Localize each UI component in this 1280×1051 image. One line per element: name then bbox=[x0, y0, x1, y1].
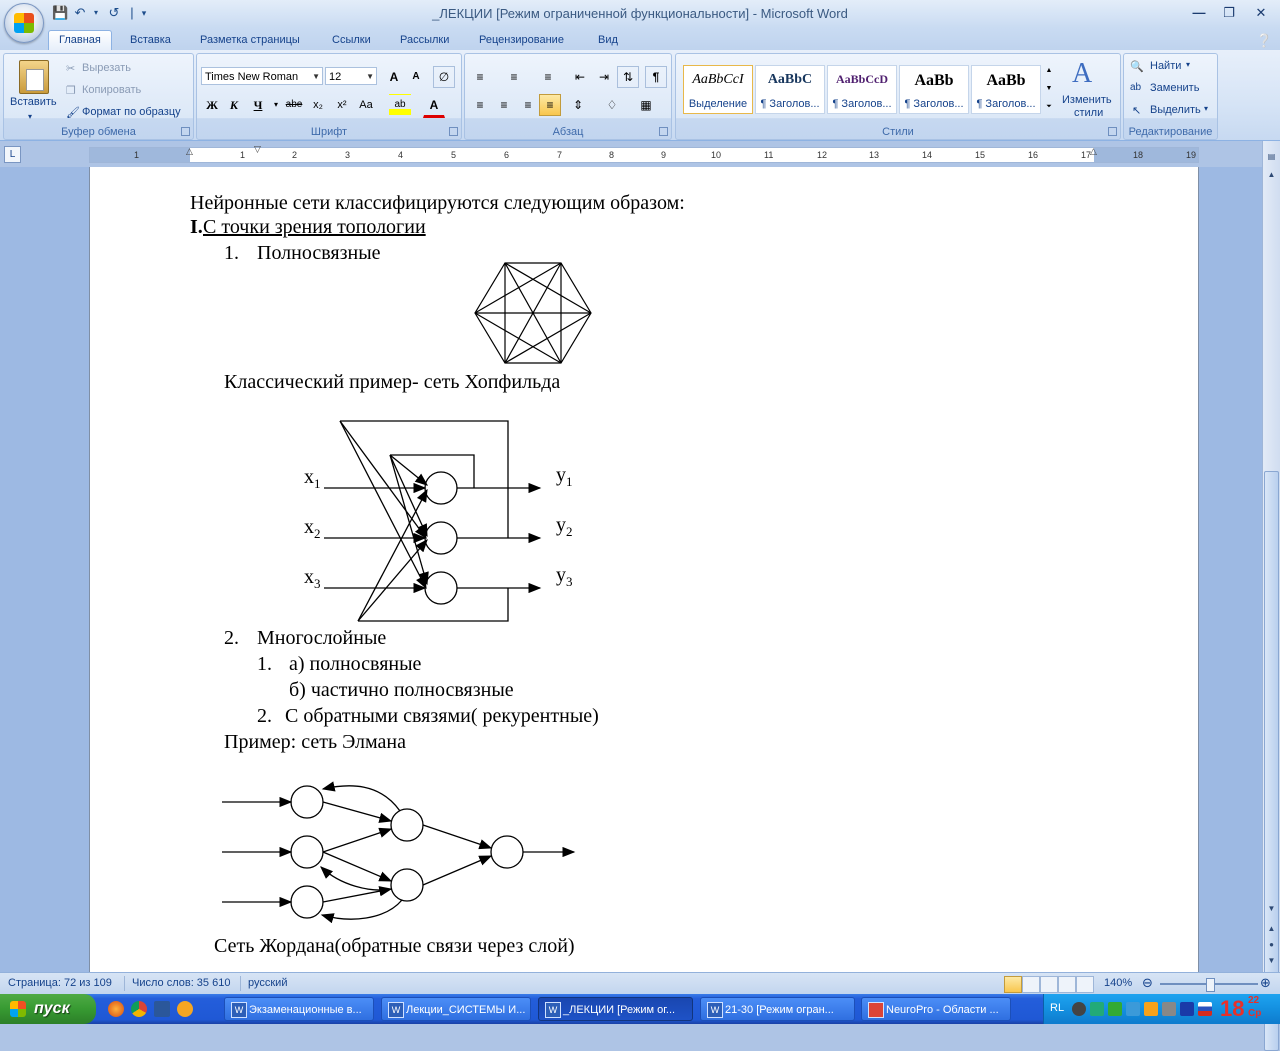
italic-button[interactable]: К bbox=[229, 98, 239, 112]
scroll-up-icon[interactable]: ▲ bbox=[1267, 170, 1276, 179]
ruler-tick: 18 bbox=[1133, 150, 1144, 160]
clipboard-launcher-icon[interactable] bbox=[181, 127, 190, 136]
office-logo-icon bbox=[14, 13, 34, 33]
styles-launcher-icon[interactable] bbox=[1108, 127, 1117, 136]
clipboard-group bbox=[3, 53, 194, 140]
bold-button[interactable]: Ж bbox=[206, 98, 218, 112]
jordan-network-diagram bbox=[220, 775, 580, 925]
select-button[interactable]: Выделить bbox=[1150, 104, 1201, 116]
taskbar-item-label: _ЛЕКЦИИ [Режим ог... bbox=[563, 1004, 676, 1016]
doc-sub-a: а) полносвяные bbox=[289, 653, 422, 675]
paste-dropdown-icon[interactable]: ▾ bbox=[28, 112, 33, 121]
page-counter[interactable]: Страница: 72 из 109 bbox=[8, 977, 112, 989]
style-sample: AaBbCcD bbox=[835, 72, 888, 86]
status-bar bbox=[0, 972, 1280, 995]
chevron-down-icon: ▼ bbox=[366, 72, 374, 81]
list-num: 2. bbox=[257, 705, 272, 727]
ruler-tick: 5 bbox=[451, 150, 457, 160]
svg-text:y1 bbox=[556, 464, 573, 489]
ruler-tick: 4 bbox=[398, 150, 404, 160]
ruler-tick: 15 bbox=[975, 150, 986, 160]
ruler-bar bbox=[0, 141, 1280, 167]
window-title: _ЛЕКЦИИ [Режим ограниченной функциональности] - Microsoft Word bbox=[432, 6, 848, 21]
full-screen-view-icon[interactable] bbox=[1022, 976, 1040, 993]
paste-icon[interactable] bbox=[19, 60, 49, 94]
web-layout-view-icon[interactable] bbox=[1040, 976, 1058, 993]
tab-insert[interactable]: Вставка bbox=[130, 34, 171, 46]
bullets-icon[interactable]: ≡ bbox=[476, 70, 484, 84]
svg-text:x2 bbox=[304, 516, 321, 541]
hopfield-diagram bbox=[472, 261, 594, 367]
doc-line-intro: Нейронные сети классифицируются следующим образом: bbox=[190, 192, 685, 214]
output-label-y1: y bbox=[556, 464, 566, 486]
style-name: ¶ Заголов... bbox=[832, 98, 892, 110]
taskbar-item-label: 21-30 [Режим огран... bbox=[725, 1004, 834, 1016]
style-emphasis[interactable] bbox=[683, 65, 753, 114]
ruler-tick: 1 bbox=[134, 150, 140, 160]
style-name: Выделение bbox=[688, 98, 748, 110]
ruler-toggle-icon[interactable]: ▤ bbox=[1267, 152, 1276, 161]
style-heading1[interactable] bbox=[755, 65, 825, 114]
minimize-button[interactable]: — bbox=[1192, 5, 1206, 20]
list-num: 1. bbox=[224, 242, 239, 264]
help-icon[interactable]: ❔ bbox=[1256, 33, 1273, 48]
styles-scroll-up-icon[interactable]: ▲ bbox=[1045, 67, 1053, 74]
ruler-tick: 14 bbox=[922, 150, 933, 160]
taskbar-item[interactable] bbox=[224, 997, 374, 1021]
font-size-value: 12 bbox=[329, 71, 342, 83]
customize-qat-icon[interactable]: ▾ bbox=[141, 8, 147, 18]
input-sub-2: 2 bbox=[314, 526, 321, 541]
zoom-slider-thumb[interactable] bbox=[1206, 978, 1215, 992]
start-label: пуск bbox=[34, 1000, 70, 1017]
doc-sub-b: б) частично полносвязные bbox=[289, 679, 514, 701]
style-sample: AaBb bbox=[914, 72, 954, 89]
vertical-scrollbar[interactable] bbox=[1262, 141, 1280, 972]
recurrent-network-diagram bbox=[290, 417, 590, 627]
windows-taskbar bbox=[0, 994, 1280, 1024]
styles-more-icon[interactable]: ⏷ bbox=[1046, 103, 1052, 110]
title-bar bbox=[0, 0, 1280, 29]
word-doc-icon: W bbox=[545, 1002, 561, 1018]
taskbar-item-label: NeuroPro - Области ... bbox=[886, 1004, 999, 1016]
find-dropdown-icon[interactable]: ▾ bbox=[1186, 60, 1191, 69]
show-marks-button[interactable]: ¶ bbox=[645, 66, 667, 88]
document-page[interactable] bbox=[89, 167, 1199, 972]
styles-group-label: Стили bbox=[882, 126, 914, 138]
doc-item-multilayer: Многослойные bbox=[257, 627, 387, 649]
clipboard-group-label: Буфер обмена bbox=[61, 126, 136, 138]
ruler-tick: 10 bbox=[711, 150, 722, 160]
undo-icon[interactable]: ↶ bbox=[74, 5, 86, 20]
output-label-y3: y bbox=[556, 564, 566, 586]
font-name-value: Times New Roman bbox=[205, 71, 299, 83]
zoom-out-icon[interactable]: ⊖ bbox=[1142, 975, 1153, 990]
word-doc-icon: W bbox=[388, 1002, 404, 1018]
doc-sub-recurrent: С обратными связями( рекурентные) bbox=[285, 705, 599, 727]
font-size-combo[interactable] bbox=[325, 67, 377, 85]
windows-logo-icon bbox=[10, 1001, 26, 1017]
paragraph-launcher-icon[interactable] bbox=[659, 127, 668, 136]
word-icon[interactable] bbox=[154, 1001, 170, 1017]
find-icon: 🔍 bbox=[1130, 61, 1144, 73]
tray-app-icon[interactable] bbox=[1126, 1002, 1140, 1016]
restore-button[interactable]: ❐ bbox=[1223, 5, 1235, 20]
select-dropdown-icon[interactable]: ▾ bbox=[1204, 104, 1209, 113]
tab-home[interactable]: Главная bbox=[48, 30, 112, 50]
change-styles-button[interactable]: Изменить bbox=[1062, 94, 1112, 106]
align-center-icon[interactable]: ≡ bbox=[500, 98, 508, 112]
cut-icon: ✂ bbox=[66, 63, 76, 75]
tab-selector[interactable]: L bbox=[4, 146, 21, 163]
save-icon[interactable]: 💾 bbox=[52, 5, 69, 20]
ruler-tick: 2 bbox=[292, 150, 298, 160]
keyboard-language[interactable]: RL bbox=[1050, 1002, 1065, 1014]
tab-mailings[interactable]: Рассылки bbox=[400, 34, 450, 46]
left-indent-marker-icon[interactable]: △ bbox=[186, 146, 193, 156]
style-sample: AaBbCcI bbox=[692, 72, 744, 87]
find-button[interactable]: Найти bbox=[1150, 60, 1182, 72]
ribbon-tabs bbox=[0, 28, 1280, 50]
multilevel-list-icon[interactable]: ≡ bbox=[544, 70, 552, 84]
output-label-y2: y bbox=[556, 514, 566, 536]
ruler-tick: 3 bbox=[345, 150, 351, 160]
font-launcher-icon[interactable] bbox=[449, 127, 458, 136]
ruler-tick: 7 bbox=[557, 150, 563, 160]
word-doc-icon: W bbox=[707, 1002, 723, 1018]
input-sub-1: 1 bbox=[314, 476, 321, 491]
replace-button[interactable]: Заменить bbox=[1150, 82, 1200, 94]
underline-button[interactable]: Ч bbox=[253, 98, 263, 112]
output-sub-1: 1 bbox=[566, 474, 573, 489]
style-name: ¶ Заголов... bbox=[976, 98, 1036, 110]
tab-view[interactable]: Вид bbox=[598, 34, 618, 46]
language-indicator[interactable]: русский bbox=[248, 977, 288, 989]
network-icon[interactable] bbox=[1090, 1002, 1104, 1016]
replace-icon: ab bbox=[1130, 82, 1142, 93]
strikethrough-button[interactable]: abe bbox=[285, 99, 303, 110]
style-name: ¶ Заголов... bbox=[904, 98, 964, 110]
word-count[interactable]: Число слов: 35 610 bbox=[132, 977, 231, 989]
ruler-tick: 9 bbox=[661, 150, 667, 160]
decrease-indent-icon[interactable]: ⇤ bbox=[574, 70, 586, 84]
ruler-left-margin bbox=[90, 148, 190, 162]
ruler-tick: 8 bbox=[609, 150, 615, 160]
clock-minutes[interactable]: 22 bbox=[1248, 995, 1260, 1006]
zoom-level[interactable]: 140% bbox=[1104, 977, 1133, 989]
format-painter-icon: 🖌 bbox=[66, 107, 80, 119]
firefox-icon[interactable] bbox=[108, 1001, 124, 1017]
change-styles-button-line2[interactable]: стили bbox=[1074, 107, 1104, 119]
change-case-button[interactable]: Aa bbox=[359, 99, 373, 111]
tray-app-icon[interactable] bbox=[1072, 1002, 1086, 1016]
tab-review[interactable]: Рецензирование bbox=[479, 34, 564, 46]
justify-icon[interactable]: ≡ bbox=[539, 94, 561, 116]
paragraph-group-label: Абзац bbox=[552, 126, 584, 138]
select-icon: ↖ bbox=[1132, 105, 1142, 117]
redo-icon[interactable]: ↺ bbox=[108, 5, 120, 20]
style-heading4[interactable] bbox=[971, 65, 1041, 114]
document-canvas bbox=[0, 167, 1262, 972]
taskbar-item[interactable] bbox=[700, 997, 855, 1021]
numbering-icon[interactable]: ≡ bbox=[510, 70, 518, 84]
align-right-icon[interactable]: ≡ bbox=[524, 98, 532, 112]
copy-icon: ❐ bbox=[66, 85, 76, 97]
chrome-icon bbox=[868, 1002, 884, 1018]
ruler-tick: 1 bbox=[240, 150, 246, 160]
tray-app-icon[interactable] bbox=[1144, 1002, 1158, 1016]
borders-icon[interactable]: ▦ bbox=[640, 98, 652, 112]
taskbar-item[interactable] bbox=[861, 997, 1011, 1021]
clear-format-icon[interactable]: ∅ bbox=[433, 66, 455, 88]
font-group-label: Шрифт bbox=[310, 126, 348, 138]
taskbar-item-label: Экзаменационные в... bbox=[249, 1004, 362, 1016]
grow-font-button[interactable]: A bbox=[389, 70, 399, 84]
ruler-tick: 19 bbox=[1186, 150, 1197, 160]
shrink-font-button[interactable]: A bbox=[412, 71, 420, 82]
svg-text:y3 bbox=[556, 564, 573, 589]
outline-view-icon[interactable] bbox=[1058, 976, 1076, 993]
format-painter-button[interactable]: Формат по образцу bbox=[82, 106, 181, 118]
svg-text:x1 bbox=[304, 466, 321, 491]
ruler-tick: 17 bbox=[1081, 150, 1092, 160]
ruler-tick: 11 bbox=[764, 150, 774, 160]
taskbar-item[interactable] bbox=[538, 997, 693, 1021]
chevron-down-icon: ▼ bbox=[312, 72, 320, 81]
chrome-icon[interactable] bbox=[131, 1001, 147, 1017]
tab-references[interactable]: Ссылки bbox=[332, 34, 371, 46]
ruler-tick: 16 bbox=[1028, 150, 1039, 160]
tray-app-icon[interactable] bbox=[1162, 1002, 1176, 1016]
style-heading3[interactable] bbox=[899, 65, 969, 114]
style-name: ¶ Заголов... bbox=[760, 98, 820, 110]
svg-text:x3 bbox=[304, 566, 321, 591]
style-heading2[interactable] bbox=[827, 65, 897, 114]
change-styles-icon: A bbox=[1072, 58, 1093, 89]
line-spacing-icon[interactable]: ⇕ bbox=[572, 98, 584, 112]
clock-day: Ср bbox=[1248, 1008, 1262, 1019]
doc-item-fully-connected: Полносвязные bbox=[257, 242, 381, 264]
doc-heading-topology: С точки зрения топологии bbox=[203, 216, 426, 238]
input-label-x2: x bbox=[304, 516, 314, 538]
scroll-down-icon[interactable]: ▼ bbox=[1267, 904, 1276, 913]
start-button[interactable] bbox=[0, 994, 96, 1024]
highlight-button[interactable]: ab bbox=[389, 94, 411, 116]
sort-icon[interactable]: ⇅ bbox=[617, 66, 639, 88]
first-line-indent-icon[interactable]: ▽ bbox=[254, 144, 261, 154]
print-layout-view-icon[interactable] bbox=[1004, 976, 1022, 993]
copy-button[interactable]: Копировать bbox=[82, 84, 142, 96]
qat-sep-icon: | bbox=[130, 5, 134, 20]
superscript-button[interactable]: x² bbox=[337, 99, 347, 111]
svg-text:y2 bbox=[556, 514, 573, 539]
output-sub-3: 3 bbox=[566, 574, 573, 589]
previous-page-icon[interactable]: ▲ bbox=[1267, 924, 1276, 933]
browse-object-icon[interactable]: ● bbox=[1269, 940, 1274, 949]
ruler-tick: 13 bbox=[869, 150, 880, 160]
ruler-right-margin bbox=[1094, 148, 1198, 162]
styles-scroll-down-icon[interactable]: ▼ bbox=[1045, 85, 1053, 92]
input-label-x1: x bbox=[304, 466, 314, 488]
cut-button[interactable]: Вырезать bbox=[82, 62, 131, 74]
paste-button[interactable]: Вставить bbox=[10, 96, 57, 108]
tab-page-layout[interactable]: Разметка страницы bbox=[200, 34, 300, 46]
list-num: 1. bbox=[257, 653, 272, 675]
font-color-button[interactable]: A bbox=[423, 94, 445, 118]
list-num: 2. bbox=[224, 627, 239, 649]
close-button[interactable]: ✕ bbox=[1255, 5, 1267, 20]
doc-caption-jordan: Сеть Жордана(обратные связи через слой) bbox=[214, 935, 575, 957]
font-group bbox=[196, 53, 462, 140]
subscript-button[interactable]: x₂ bbox=[313, 99, 323, 111]
language-flag-icon[interactable] bbox=[1198, 1002, 1212, 1016]
styles-group bbox=[675, 53, 1121, 140]
tray-app-icon[interactable] bbox=[1108, 1002, 1122, 1016]
ruler-tick: 12 bbox=[817, 150, 828, 160]
horizontal-ruler[interactable] bbox=[89, 144, 1199, 163]
output-sub-2: 2 bbox=[566, 524, 573, 539]
app-launcher-icon[interactable] bbox=[177, 1001, 193, 1017]
ruler-tick: 6 bbox=[504, 150, 510, 160]
align-left-icon[interactable]: ≡ bbox=[476, 98, 484, 112]
style-sample: AaBbC bbox=[767, 72, 813, 87]
style-sample: AaBb bbox=[986, 72, 1026, 89]
taskbar-item[interactable] bbox=[381, 997, 531, 1021]
doc-example-elman: Пример: сеть Элмана bbox=[224, 731, 406, 753]
undo-dropdown-icon[interactable]: ▾ bbox=[93, 8, 98, 17]
underline-dropdown-icon[interactable]: ▾ bbox=[273, 100, 278, 109]
increase-indent-icon[interactable]: ⇥ bbox=[598, 70, 610, 84]
editing-group-label: Редактирование bbox=[1128, 126, 1213, 138]
input-sub-3: 3 bbox=[314, 576, 321, 591]
shading-icon[interactable]: ♢ bbox=[606, 98, 618, 112]
paragraph-group bbox=[464, 53, 672, 140]
clock-hours[interactable]: 18 bbox=[1220, 996, 1245, 1021]
tray-app-icon[interactable] bbox=[1180, 1002, 1194, 1016]
font-name-combo[interactable] bbox=[201, 67, 323, 85]
doc-roman-numeral: I. bbox=[190, 216, 203, 238]
office-button[interactable] bbox=[4, 3, 44, 43]
next-page-icon[interactable]: ▼ bbox=[1267, 956, 1276, 965]
right-indent-marker-icon[interactable]: △ bbox=[1090, 146, 1097, 156]
input-label-x3: x bbox=[304, 566, 314, 588]
ribbon bbox=[0, 50, 1280, 141]
word-doc-icon: W bbox=[231, 1002, 247, 1018]
system-tray bbox=[1043, 994, 1280, 1024]
taskbar-item-label: Лекции_СИСТЕМЫ И... bbox=[406, 1004, 526, 1016]
editing-group bbox=[1123, 53, 1218, 140]
zoom-in-icon[interactable]: ⊕ bbox=[1260, 975, 1271, 990]
doc-caption-hopfield: Классический пример- сеть Хопфильда bbox=[224, 371, 561, 393]
draft-view-icon[interactable] bbox=[1076, 976, 1094, 993]
